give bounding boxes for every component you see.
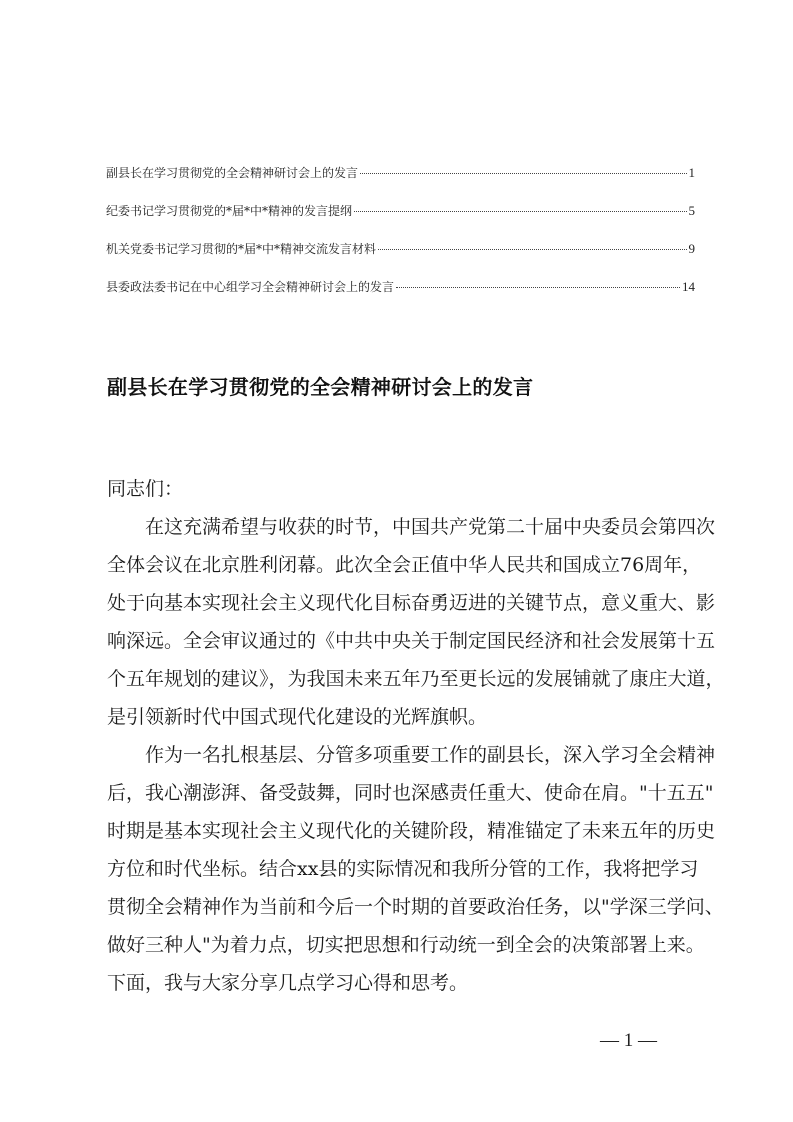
toc-entry-title: 机关党委书记学习贯彻的*届*中*精神交流发言材料 <box>106 242 377 256</box>
paragraph-line: 作为一名扎根基层、分管多项重要工作的副县长，深入学习全会精神 <box>145 744 716 766</box>
toc-entry[interactable] <box>106 240 695 278</box>
paragraph-line: 个五年规划的建议》，为我国未来五年乃至更长远的发展铺就了康庄大道， <box>107 668 725 690</box>
toc-entry[interactable] <box>106 164 695 202</box>
toc-entry-title: 县委政法委书记在中心组学习全会精神研讨会上的发言 <box>106 280 395 294</box>
paragraph-line: 响深远。全会审议通过的《中共中央关于制定国民经济和社会发展第十五 <box>107 630 716 652</box>
toc-entry[interactable] <box>106 202 695 240</box>
paragraph-line: 做好三种人"为着力点，切实把思想和行动统一到全会的决策部署上来。 <box>107 934 705 956</box>
article-body <box>107 470 725 1002</box>
paragraph-line: 方位和时代坐标。结合xx县的实际情况和我所分管的工作，我将把学习 <box>107 858 699 880</box>
toc-leader-dots <box>378 249 686 250</box>
toc-leader-dots <box>360 173 686 174</box>
toc-entry-title: 副县长在学习贯彻党的全会精神研讨会上的发言 <box>106 166 359 180</box>
paragraph-line: 处于向基本实现社会主义现代化目标奋勇迈进的关键节点，意义重大、影 <box>107 592 716 614</box>
toc-entry-title: 纪委书记学习贯彻党的*届*中*精神的发言提纲 <box>106 204 353 218</box>
paragraph <box>107 736 724 1002</box>
paragraph-line: 在这充满希望与收获的时节，中国共产党第二十届中央委员会第四次 <box>145 516 716 538</box>
toc-leader-dots <box>354 211 686 212</box>
toc-entry-page: 5 <box>688 203 695 218</box>
paragraph-line: 是引领新时代中国式现代化建设的光辉旗帜。 <box>107 706 488 728</box>
toc-leader-dots <box>396 287 680 288</box>
page-number: — 1 — <box>600 1030 657 1051</box>
table-of-contents <box>106 164 695 316</box>
paragraph-line: 下面，我与大家分享几点学习心得和思考。 <box>107 972 469 994</box>
paragraph <box>107 508 725 736</box>
article-title: 副县长在学习贯彻党的全会精神研讨会上的发言 <box>107 375 534 399</box>
paragraph-line: 时期是基本实现社会主义现代化的关键阶段，精准锚定了未来五年的历史 <box>107 820 716 842</box>
toc-entry[interactable] <box>106 278 695 316</box>
salutation: 同志们： <box>107 478 184 500</box>
paragraph-line: 贯彻全会精神作为当前和今后一个时期的首要政治任务，以"学深三学问、 <box>107 896 724 918</box>
toc-entry-page: 1 <box>688 165 695 180</box>
toc-entry-page: 9 <box>688 241 695 256</box>
paragraph-line: 后，我心潮澎湃、备受鼓舞，同时也深感责任重大、使命在肩。"十五五" <box>107 782 714 804</box>
paragraph-line: 全体会议在北京胜利闭幕。此次全会正值中华人民共和国成立76周年， <box>107 554 702 576</box>
toc-entry-page: 14 <box>682 279 695 294</box>
